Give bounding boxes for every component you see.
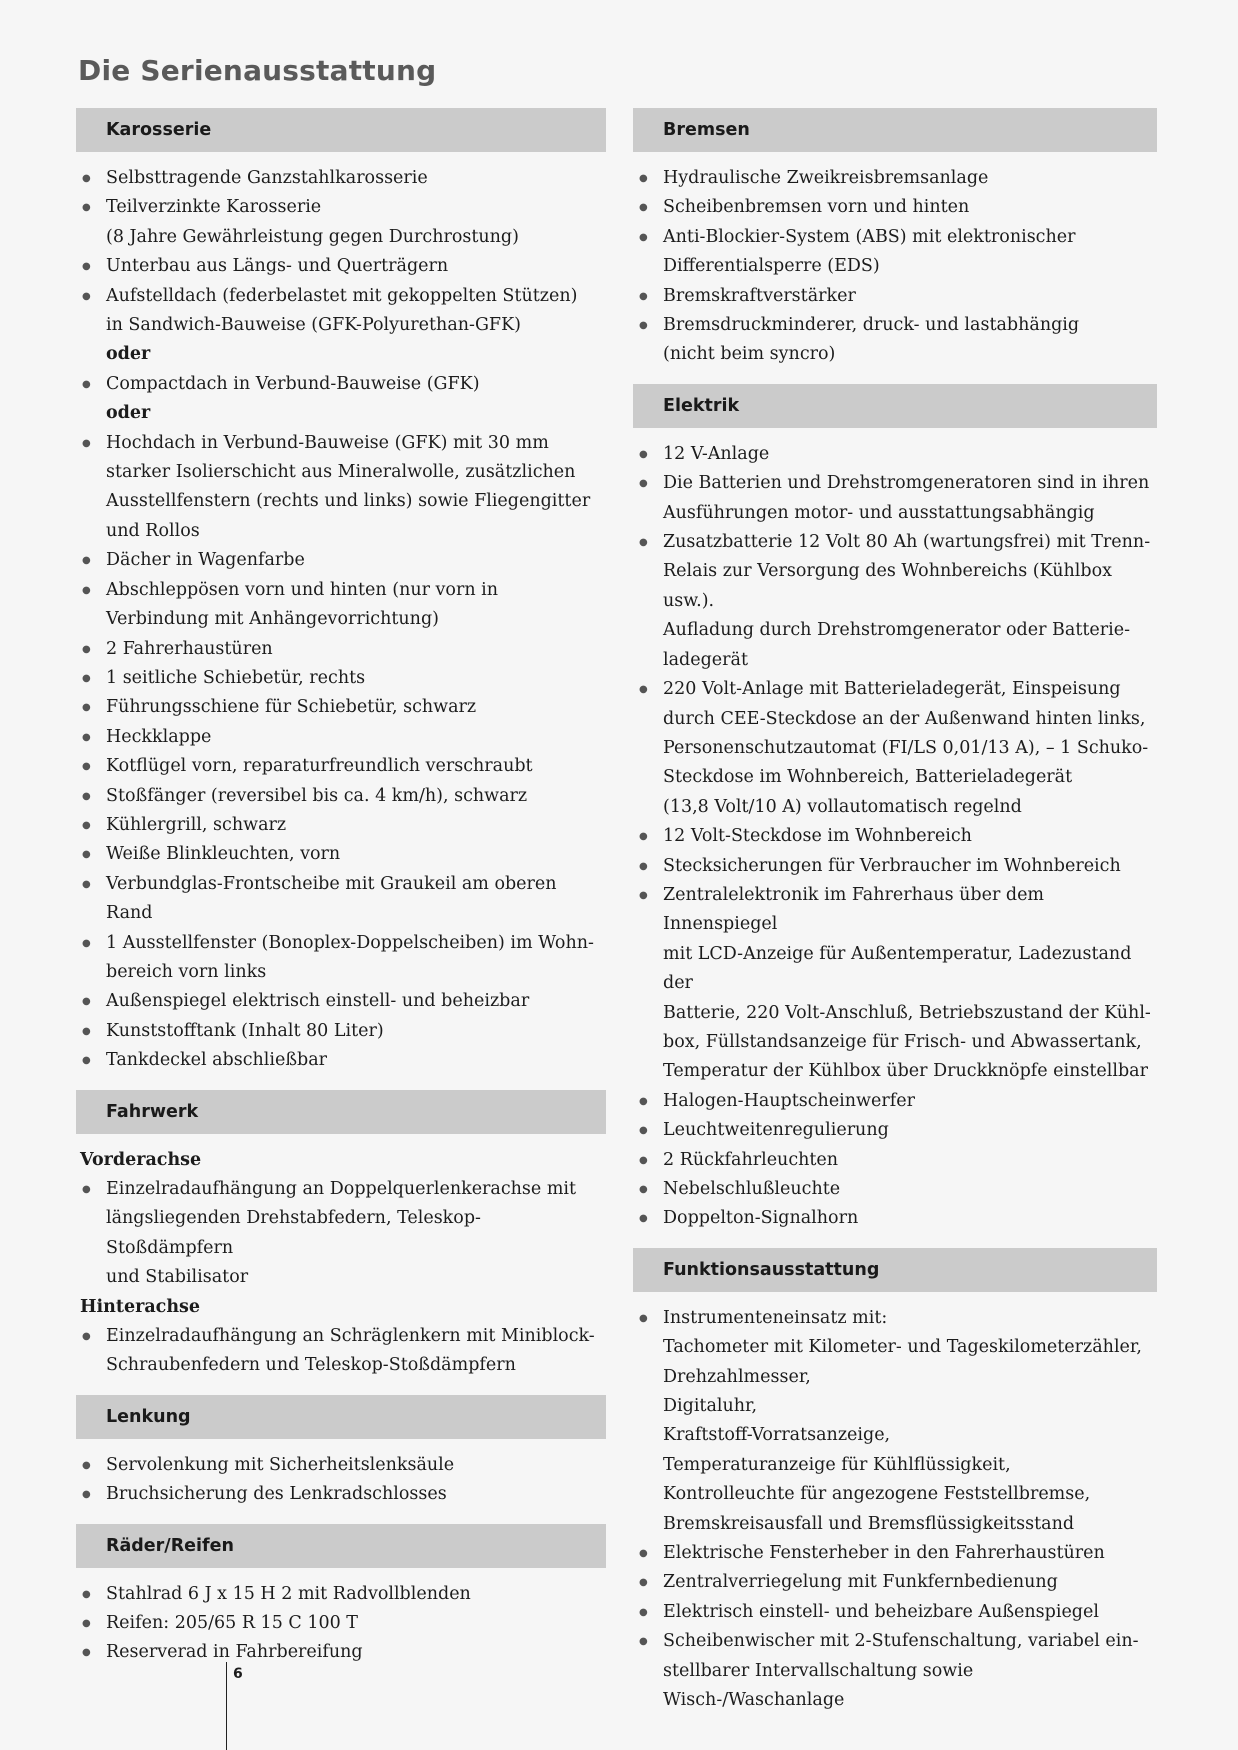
section-fahrwerk xyxy=(76,1090,606,1381)
list-item: ● 12 V-Anlage xyxy=(633,440,1157,469)
list-item: ● Tankdeckel abschließbar xyxy=(76,1046,606,1075)
list-item: ● Scheibenwischer mit 2-Stufenschaltung, variabel ein- stellbarer Intervallschaltung sowie Wisch-/Waschanlage xyxy=(633,1627,1157,1715)
section-header-raeder-reifen: Räder/Reifen xyxy=(76,1524,606,1568)
list-item: ● Einzelradaufhängung an Schräglenkern mit Miniblock- Schraubenfedern und Teleskop-Stoßdämpfern xyxy=(76,1322,606,1381)
page-number: 6 xyxy=(233,1666,243,1682)
page-title: Die Serienausstattung xyxy=(78,54,437,87)
subheading-hinterachse: Hinterachse xyxy=(80,1296,201,1317)
vorderachse-list xyxy=(76,1175,606,1293)
list-item: ● Anti-Blockier-System (ABS) mit elektronischer Differentialsperre (EDS) xyxy=(633,223,1157,282)
list-item: ● Bruchsicherung des Lenkradschlosses xyxy=(76,1480,606,1509)
section-funktionsausstattung xyxy=(633,1248,1157,1716)
subheading-vorderachse: Vorderachse xyxy=(80,1149,202,1170)
section-header-karosserie: Karosserie xyxy=(76,108,606,152)
section-header-elektrik: Elektrik xyxy=(633,384,1157,428)
footer-divider xyxy=(226,1662,227,1750)
list-item: ● Zusatzbatterie 12 Volt 80 Ah (wartungsfrei) mit Trenn- Relais zur Versorgung des Wohnbereichs (Kühlbox usw.). Aufladung durch Drehstromgenerator oder Batterie- ladegerät xyxy=(633,528,1157,675)
section-header-lenkung: Lenkung xyxy=(76,1395,606,1439)
list-item: ● Unterbau aus Längs- und Querträgern xyxy=(76,252,606,281)
list-item: ● Compactdach in Verbund-Bauweise (GFK) xyxy=(76,370,606,399)
section-karosserie xyxy=(76,108,606,1076)
list-item: ● Zentralelektronik im Fahrerhaus über dem Innenspiegel mit LCD-Anzeige für Außentemperatur, Ladezustand der Batterie, 220 Volt-Anschluß, Betriebszustand der Kühl- box, Füllstandsanzeige für Frisch- und Abwassertank, Temperatur der Kühlbox über Druckknöpfe einstellbar xyxy=(633,881,1157,1087)
list-item: ● Elektrisch einstell- und beheizbare Außenspiegel xyxy=(633,1598,1157,1627)
list-item: ● 12 Volt-Steckdose im Wohnbereich xyxy=(633,822,1157,851)
section-bremsen xyxy=(633,108,1157,370)
list-item: ● Kühlergrill, schwarz xyxy=(76,811,606,840)
list-item: ● Hydraulische Zweikreisbremsanlage xyxy=(633,164,1157,193)
list-item: ● Weiße Blinkleuchten, vorn xyxy=(76,840,606,869)
list-item: ● Verbundglas-Frontscheibe mit Graukeil am oberen Rand xyxy=(76,870,606,929)
list-item: ● Hochdach in Verbund-Bauweise (GFK) mit 30 mm starker Isolierschicht aus Mineralwolle, zusätzlichen Ausstellfenstern (rechts und links) sowie Fliegengitter und Rollos xyxy=(76,429,606,547)
list-item: ● Kotflügel vorn, reparaturfreundlich verschraubt xyxy=(76,752,606,781)
list-item: ● Selbsttragende Ganzstahlkarosserie xyxy=(76,164,606,193)
list-item: ● 1 Ausstellfenster (Bonoplex-Doppelscheiben) im Wohn- bereich vorn links xyxy=(76,929,606,988)
right-column xyxy=(633,108,1157,1730)
list-item: ● Aufstelldach (federbelastet mit gekoppelten Stützen) in Sandwich-Bauweise (GFK-Polyurethan-GFK) xyxy=(76,282,606,341)
list-item: ● Bremsdruckminderer, druck- und lastabhängig (nicht beim syncro) xyxy=(633,311,1157,370)
list-item: ● 1 seitliche Schiebetür, rechts xyxy=(76,664,606,693)
or-label: oder xyxy=(106,403,151,424)
elektrik-list xyxy=(633,440,1157,1234)
section-lenkung xyxy=(76,1395,606,1510)
section-elektrik xyxy=(633,384,1157,1234)
list-item: ● Reifen: 205/65 R 15 C 100 T xyxy=(76,1609,606,1638)
list-item: ● Leuchtweitenregulierung xyxy=(633,1116,1157,1145)
list-item: ● 2 Fahrerhaustüren xyxy=(76,635,606,664)
or-label: oder xyxy=(106,344,151,365)
list-item: ● Stoßfänger (reversibel bis ca. 4 km/h), schwarz xyxy=(76,782,606,811)
list-item: ● Einzelradaufhängung an Doppelquerlenkerachse mit längsliegenden Drehstabfedern, Teleskop-Stoßdämpfern und Stabilisator xyxy=(76,1175,606,1293)
bremsen-list xyxy=(633,164,1157,370)
list-item: ● Nebelschlußleuchte xyxy=(633,1175,1157,1204)
list-item: ● Instrumenteneinsatz mit: Tachometer mit Kilometer- und Tageskilometerzähler, Drehzahlmesser, Digitaluhr, Kraftstoff-Vorratsanzeige, Temperaturanzeige für Kühlflüssigkeit, Kontrolleuchte für angezogene Feststellbremse, Bremskreisausfall und Bremsflüssigkeitsstand xyxy=(633,1304,1157,1539)
list-item: ● Bremskraftverstärker xyxy=(633,282,1157,311)
left-column xyxy=(76,108,606,1682)
list-item: ● Zentralverriegelung mit Funkfernbedienung xyxy=(633,1568,1157,1597)
list-item: ● Die Batterien und Drehstromgeneratoren sind in ihren Ausführungen motor- und ausstattungsabhängig xyxy=(633,469,1157,528)
section-header-funktionsausstattung: Funktionsausstattung xyxy=(633,1248,1157,1292)
list-item: ● 220 Volt-Anlage mit Batterieladegerät, Einspeisung durch CEE-Steckdose an der Außenwand hinten links, Personenschutzautomat (FI/LS 0,01/13 A), – 1 Schuko- Steckdose im Wohnbereich, Batterieladegerät (13,8 Volt/10 A) vollautomatisch regelnd xyxy=(633,675,1157,822)
list-item: ● Scheibenbremsen vorn und hinten xyxy=(633,193,1157,222)
list-item: ● Dächer in Wagenfarbe xyxy=(76,546,606,575)
list-item: ● Halogen-Hauptscheinwerfer xyxy=(633,1087,1157,1116)
section-header-bremsen: Bremsen xyxy=(633,108,1157,152)
list-item: ● 2 Rückfahrleuchten xyxy=(633,1146,1157,1175)
list-item: ● Führungsschiene für Schiebetür, schwarz xyxy=(76,693,606,722)
funktion-list xyxy=(633,1304,1157,1716)
list-item: ● Servolenkung mit Sicherheitslenksäule xyxy=(76,1451,606,1480)
list-item: ● Abschleppösen vorn und hinten (nur vorn in Verbindung mit Anhängevorrichtung) xyxy=(76,576,606,635)
list-item: ● Stecksicherungen für Verbraucher im Wohnbereich xyxy=(633,852,1157,881)
list-item: ● Elektrische Fensterheber in den Fahrerhaustüren xyxy=(633,1539,1157,1568)
list-item: ● Reserverad in Fahrbereifung xyxy=(76,1638,606,1667)
hinterachse-list xyxy=(76,1322,606,1381)
list-item: ● Heckklappe xyxy=(76,723,606,752)
list-item: ● Stahlrad 6 J x 15 H 2 mit Radvollblenden xyxy=(76,1580,606,1609)
karosserie-list xyxy=(76,164,606,1076)
list-item: ● Doppelton-Signalhorn xyxy=(633,1204,1157,1233)
list-item: ● Teilverzinkte Karosserie (8 Jahre Gewährleistung gegen Durchrostung) xyxy=(76,193,606,252)
list-item: ● Kunststofftank (Inhalt 80 Liter) xyxy=(76,1017,606,1046)
section-header-fahrwerk: Fahrwerk xyxy=(76,1090,606,1134)
raeder-list xyxy=(76,1580,606,1668)
lenkung-list xyxy=(76,1451,606,1510)
list-item: ● Außenspiegel elektrisch einstell- und beheizbar xyxy=(76,987,606,1016)
section-raeder-reifen xyxy=(76,1524,606,1668)
